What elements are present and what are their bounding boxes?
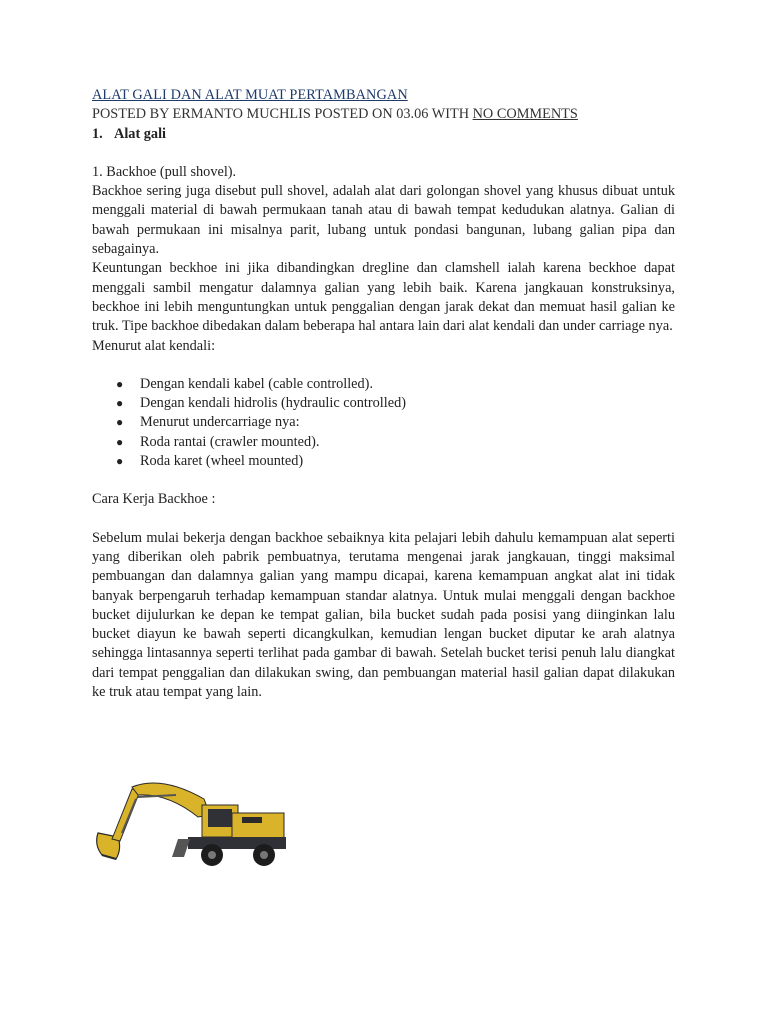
paragraph-definition: Backhoe sering juga disebut pull shovel, adalah alat dari golongan shovel yang khusus dibuat untuk menggali material di bawah permukaan tanah atau di bawah tempat kedudukan alatnya. Galian di bawah permukaan ini misalnya parit, lubang untuk pondasi bangunan, lubang galian pipa dan sebagainya. [92, 183, 675, 258]
section-heading [92, 125, 675, 144]
paragraph-control-intro: Menurut alat kendali: [92, 337, 216, 354]
list-item [92, 433, 675, 452]
post-meta-text: POSTED BY ERMANTO MUCHLIS POSTED ON 03.06 WITH [92, 106, 473, 123]
list-item [92, 375, 675, 394]
list-item [92, 413, 675, 432]
bullet-icon: ● [116, 376, 124, 391]
bullet-icon: ● [116, 415, 124, 430]
control-type-list [92, 375, 675, 471]
wheeled-excavator-icon [92, 775, 288, 871]
paragraph-advantages: Keuntungan beckhoe ini jika dibandingkan dregline dan clamshell ialah karena beckhoe dapat menggali sambil mengatur dalamnya galian yang lebih baik. Karena jangkauan konstruksinya, beckhoe ini lebih menguntungkan untuk penggalian dengan jarak dekat dan memuat hasil galian ke truk. Tipe backhoe dibedakan dalam beberapa hal antara lain dari alat kendali dan under carriage nya. [92, 260, 675, 335]
section-number: 1. [92, 125, 103, 142]
article [92, 86, 675, 702]
spacer [92, 144, 675, 163]
list-item-text: Dengan kendali hidrolis (hydraulic controlled) [140, 395, 407, 412]
bullet-icon: ● [116, 396, 124, 411]
backhoe-subheading: 1. Backhoe (pull shovel). [92, 163, 237, 180]
bullet-icon: ● [116, 454, 124, 469]
list-item-text: Menurut undercarriage nya: [140, 414, 300, 431]
post-meta [92, 105, 675, 124]
section-heading-text: Alat gali [114, 125, 167, 142]
post-title-link[interactable]: ALAT GALI DAN ALAT MUAT PERTAMBANGAN [92, 87, 408, 103]
list-item-text: Dengan kendali kabel (cable controlled). [140, 375, 374, 392]
working-method-heading: Cara Kerja Backhoe : [92, 491, 216, 508]
bullet-icon: ● [116, 434, 124, 449]
list-item [92, 452, 675, 471]
list-item-text: Roda rantai (crawler mounted). [140, 433, 320, 450]
paragraph-working-method: Sebelum mulai bekerja dengan backhoe sebaiknya kita pelajari lebih dahulu kemampuan alat seperti yang diberikan oleh pabrik pembuatnya, terutama mengenai jarak jangkauan, tinggi maksimal pembuangan dan dalamnya galian yang mampu dicapai, karena kemampuan angkat alat ini tidak banyak berpengaruh terhadap kemampuan standar alatnya. Untuk mulai menggali dengan backhoe bucket dijulurkan ke depan ke tempat galian, bila bucket sudah pada posisi yang diinginkan lalu bucket diayun ke bawah seperti dicangkulkan, kemudian lengan bucket diputar ke arah alatnya sehingga lintasannya seperti terlihat pada gambar di bawah. Setelah bucket terisi penuh lalu diangkat dari tempat penggalian dan dilakukan swing, dan pembuangan material hasil galian dapat dilakukan ke truk atau tempat yang lain. [92, 529, 675, 701]
list-item [92, 394, 675, 413]
list-item-text: Roda karet (wheel mounted) [140, 453, 304, 470]
comments-link[interactable]: NO COMMENTS [472, 106, 578, 123]
excavator-image [92, 775, 288, 871]
